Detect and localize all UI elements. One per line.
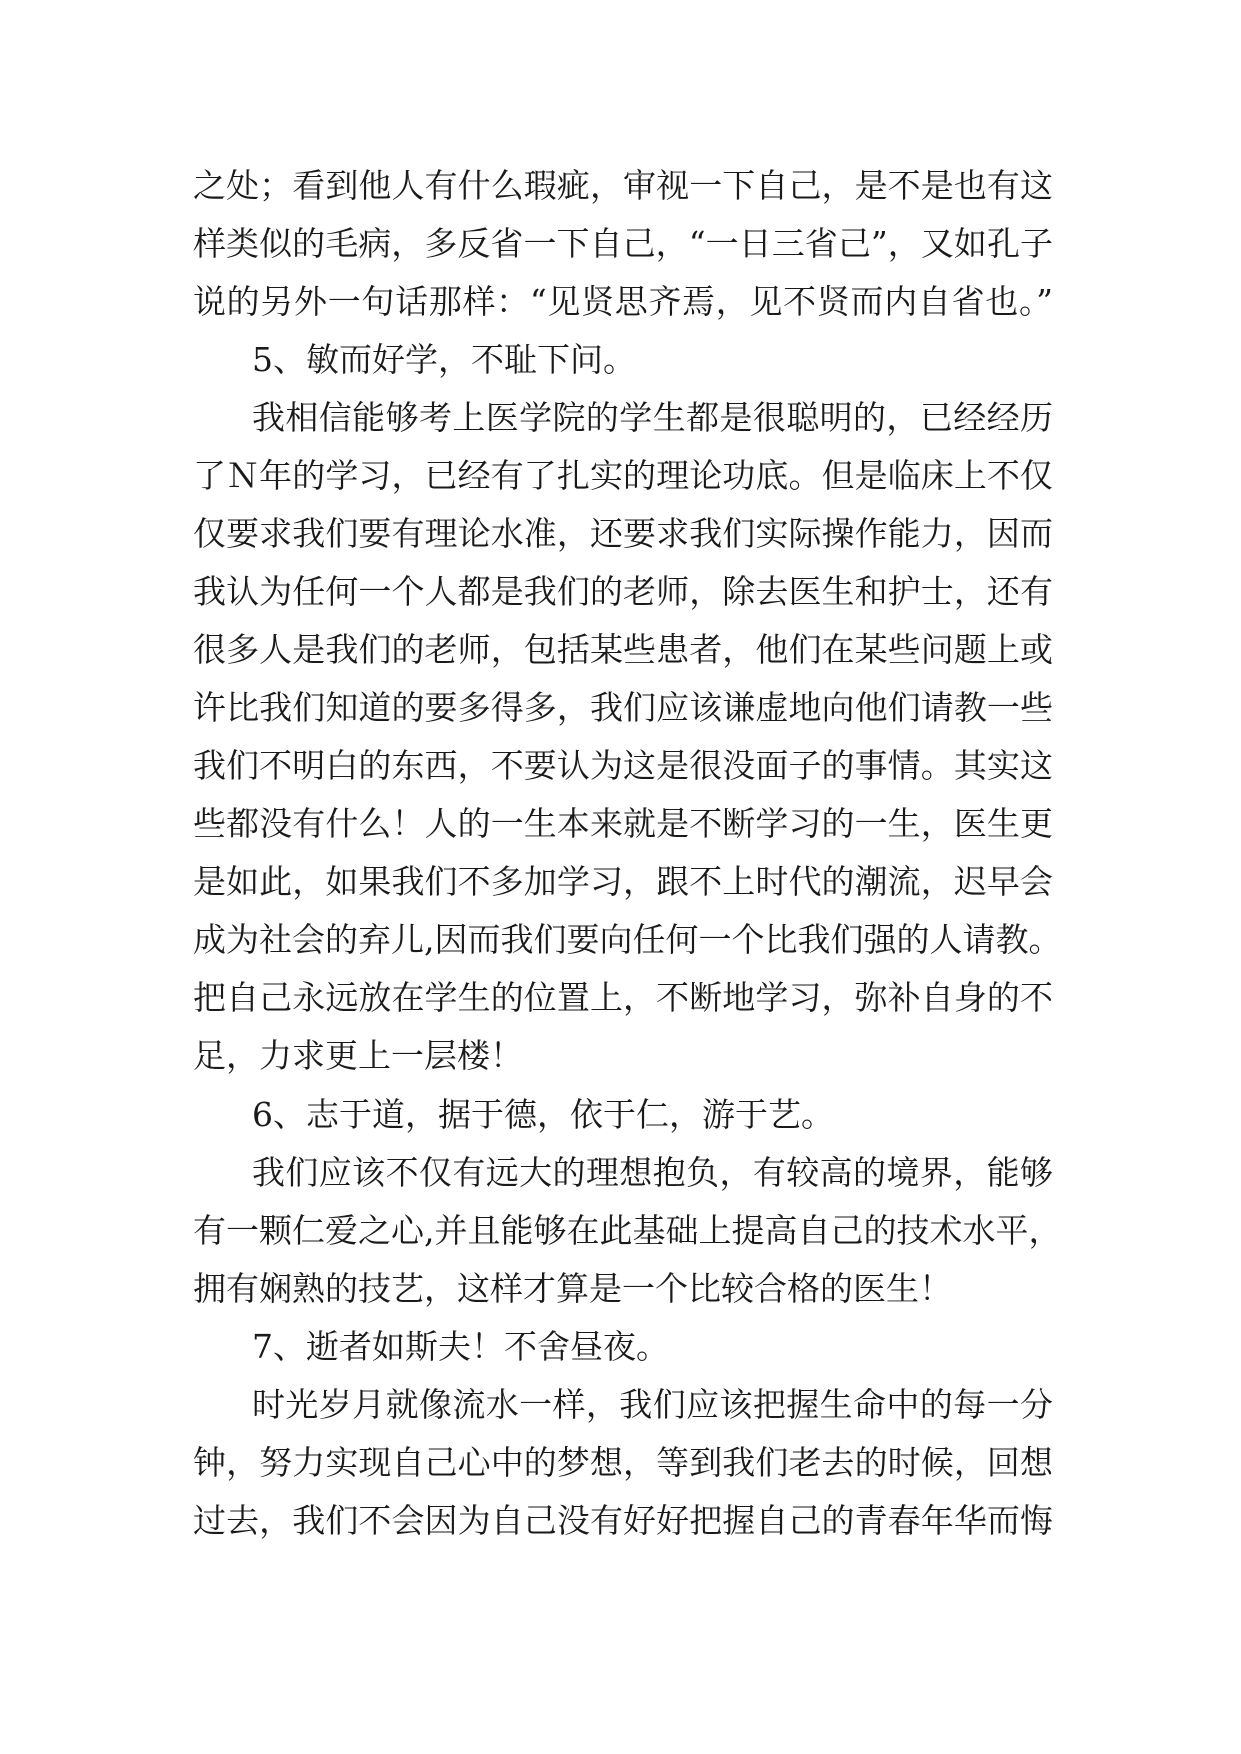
paragraph-first-line: 时光岁月就像流水一样，我们应该把握生命中的每一分 (252, 1385, 1053, 1424)
text-line: 是如此，如果我们不多加学习，跟不上时代的潮流，迟早会 (193, 862, 1053, 901)
text-line: 足，力求更上一层楼！ (193, 1036, 523, 1075)
text-line: 成为社会的弃儿,因而我们要向任何一个比我们强的人请教。 (193, 920, 1062, 959)
text-line: 说的另外一句话那样：“见贤思齐焉，见不贤而内自省也。” (193, 282, 1053, 321)
section-heading-5: 5、敏而好学，不耻下问。 (252, 340, 636, 379)
text-line: 我们不明白的东西，不要认为这是很没面子的事情。其实这 (193, 746, 1053, 785)
text-line: 把自己永远放在学生的位置上，不断地学习，弥补自身的不 (193, 978, 1053, 1017)
paragraph-first-line: 我们应该不仅有远大的理想抱负，有较高的境界，能够 (252, 1153, 1053, 1192)
text-line: 仅要求我们要有理论水准，还要求我们实际操作能力，因而 (193, 514, 1053, 553)
text-line: 拥有娴熟的技艺，这样才算是一个比较合格的医生！ (193, 1269, 952, 1308)
text-line: 样类似的毛病，多反省一下自己，“一日三省己”，又如孔子 (193, 224, 1053, 263)
text-line: 之处；看到他人有什么瑕疵，审视一下自己，是不是也有这 (193, 166, 1053, 205)
text-line: 许比我们知道的要多得多，我们应该谦虚地向他们请教一些 (193, 688, 1053, 727)
text-line: 了Ｎ年的学习，已经有了扎实的理论功底。但是临床上不仅 (193, 456, 1053, 495)
text-line: 有一颗仁爱之心,并且能够在此基础上提高自己的技术水平， (193, 1211, 1062, 1250)
section-heading-6: 6、志于道，据于德，依于仁，游于艺。 (252, 1095, 834, 1134)
text-line: 钟，努力实现自己心中的梦想，等到我们老去的时候，回想 (193, 1443, 1053, 1482)
text-line: 我认为任何一个人都是我们的老师，除去医生和护士，还有 (193, 572, 1053, 611)
text-line: 些都没有什么！人的一生本来就是不断学习的一生，医生更 (193, 804, 1053, 843)
text-line: 过去，我们不会因为自己没有好好把握自己的青春年华而悔 (193, 1501, 1053, 1540)
section-heading-7: 7、逝者如斯夫！不舍昼夜。 (252, 1327, 669, 1366)
paragraph-first-line: 我相信能够考上医学院的学生都是很聪明的，已经经历 (252, 398, 1053, 437)
text-line: 很多人是我们的老师，包括某些患者，他们在某些问题上或 (193, 630, 1053, 669)
